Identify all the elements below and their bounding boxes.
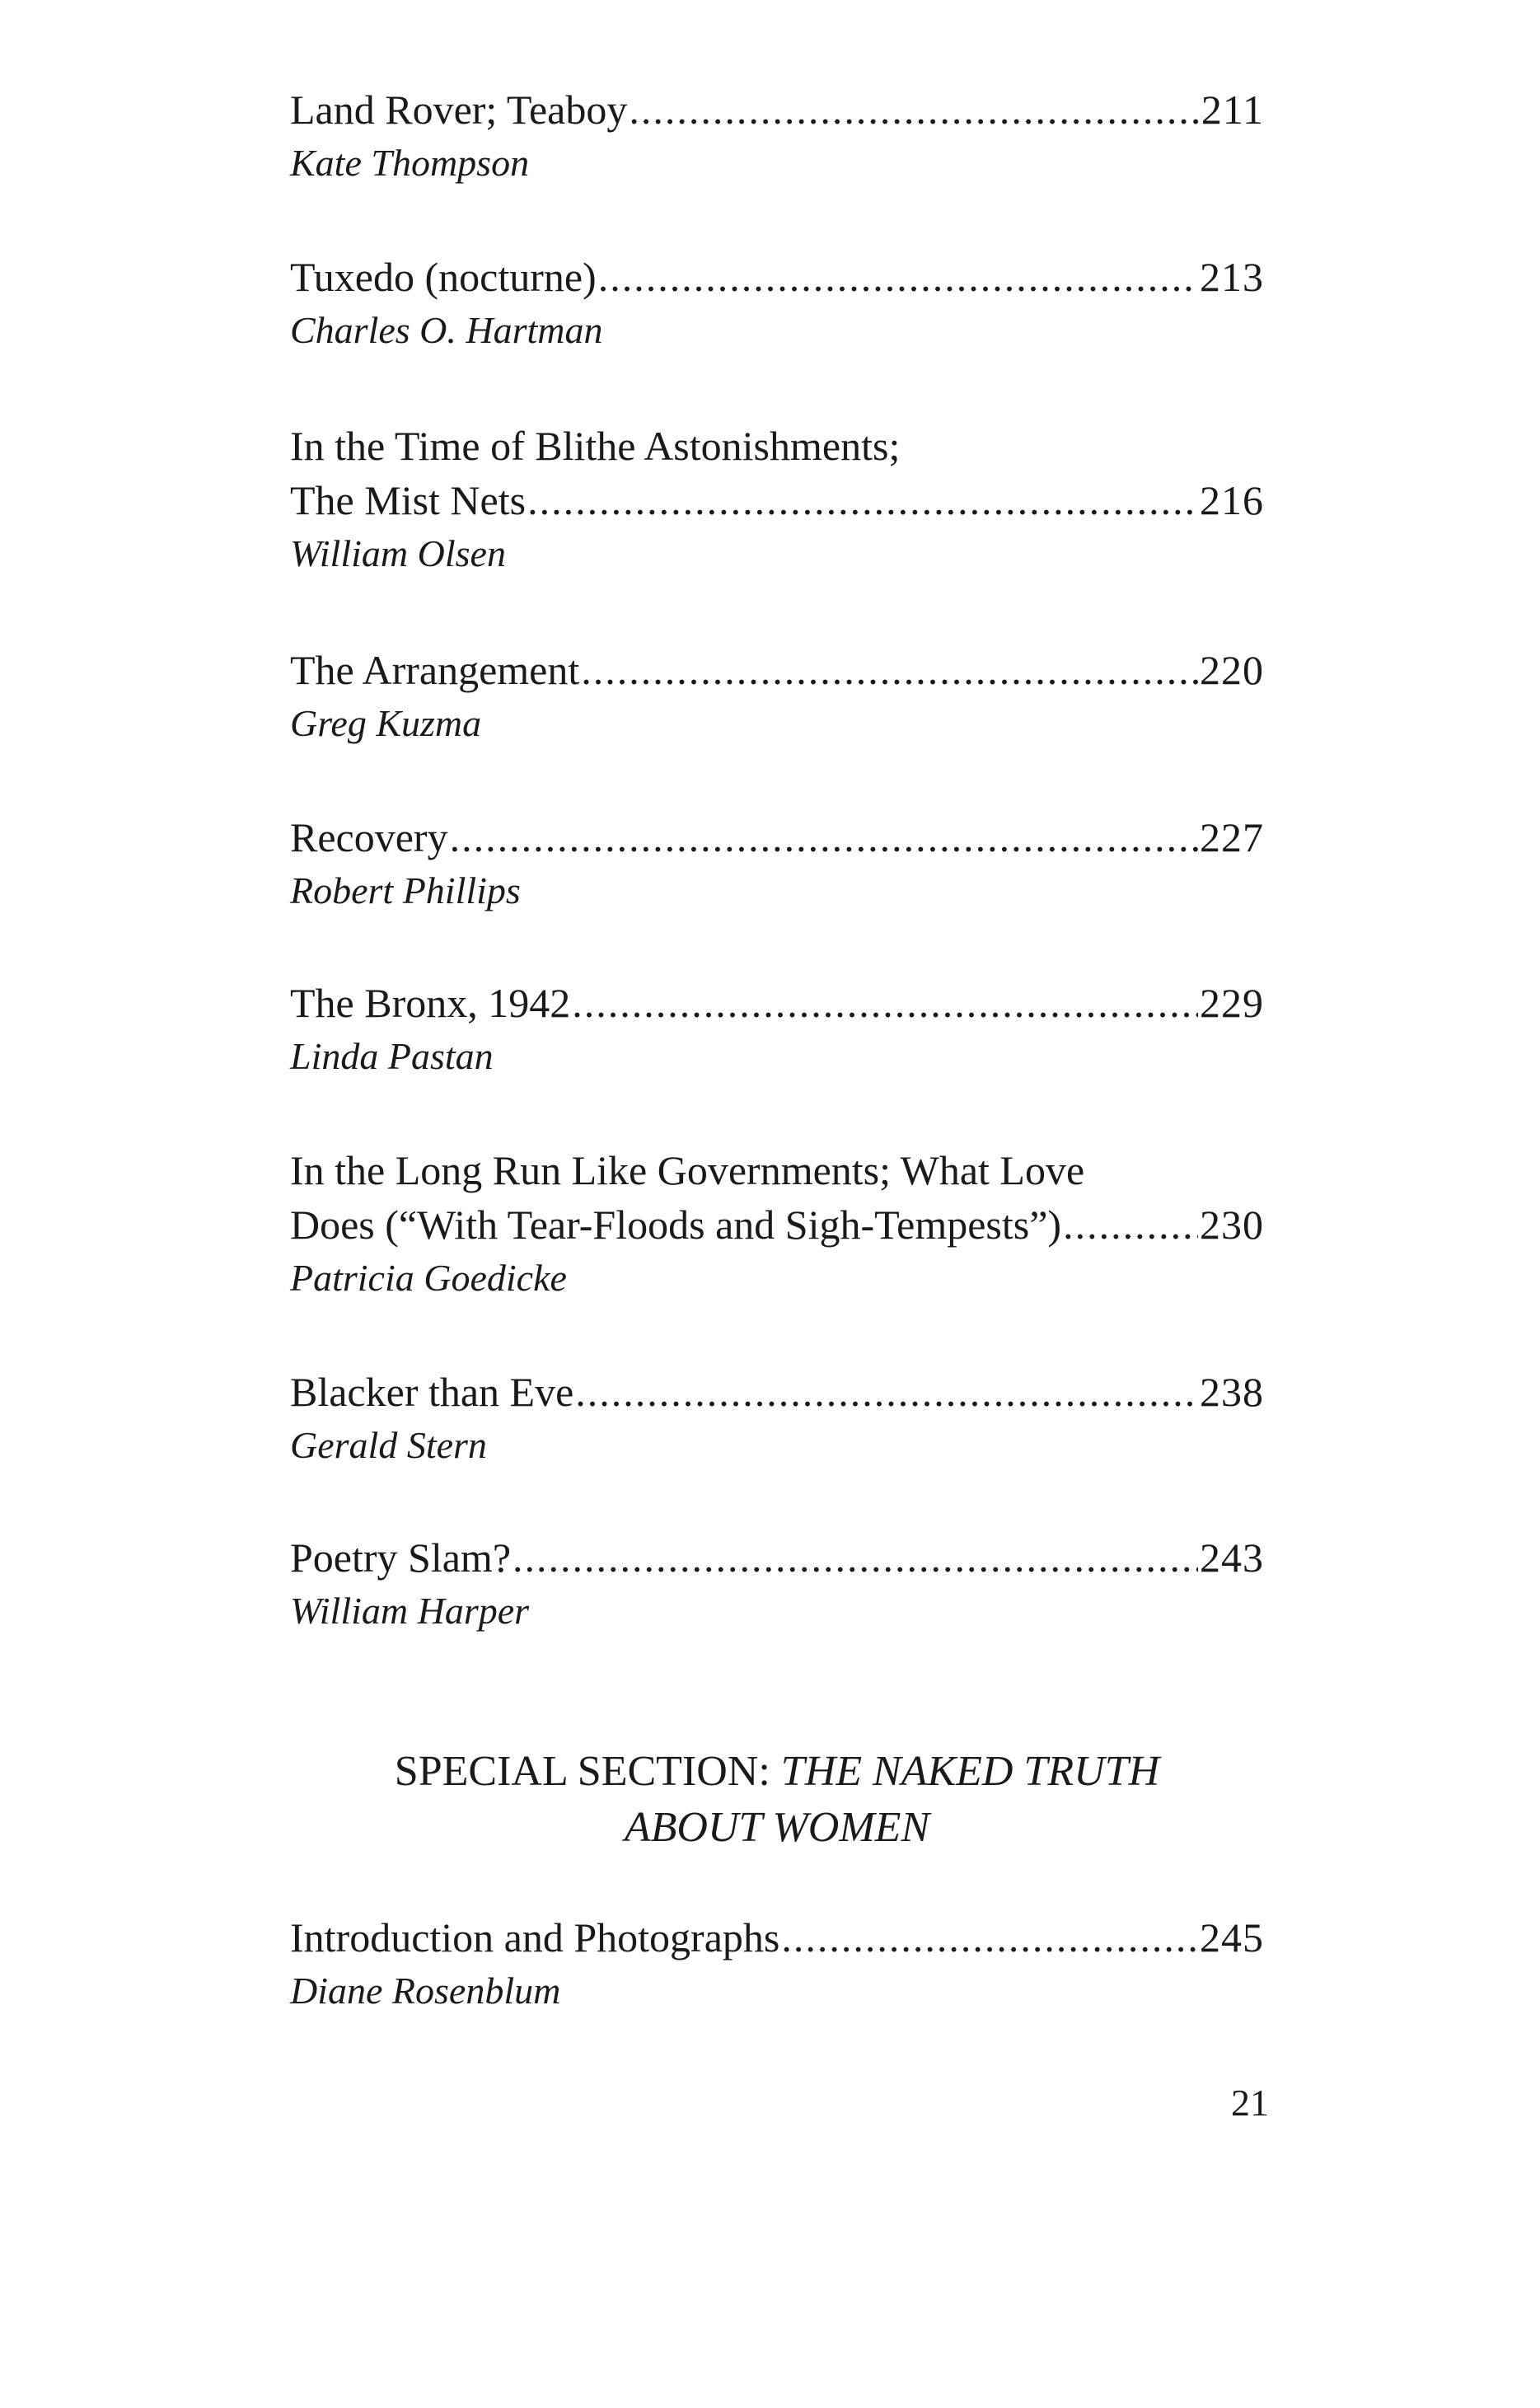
toc-page-number: 230 [1200,1202,1264,1248]
toc-entry [290,250,1264,357]
dot-leader [450,810,1198,864]
toc-page-number: 216 [1200,477,1264,523]
toc-title: Introduction and Photographs [290,1914,780,1961]
toc-author: Charles O. Hartman [290,309,603,351]
toc-title-row [290,82,1264,137]
dot-leader [513,1530,1198,1585]
toc-title-row [290,976,1264,1030]
toc-author: Diane Rosenblum [290,1970,561,2012]
dot-leader [581,643,1198,697]
toc-author: Robert Phillips [290,869,521,911]
toc-author: Gerald Stern [290,1424,487,1466]
toc-title: The Mist Nets [290,477,527,523]
toc-entry [290,82,1264,190]
toc-author: Patricia Goedicke [290,1257,567,1299]
toc-title: Recovery [290,814,448,860]
toc-title-row [290,810,1264,864]
page-number: 21 [1231,2082,1269,2124]
special-section-label: SPECIAL SECTION: [394,1748,781,1795]
toc-entry [290,810,1264,917]
toc-title: The Bronx, 1942 [290,980,571,1026]
dot-leader [527,473,1198,527]
toc-author: Greg Kuzma [290,702,482,744]
toc-page-number: 211 [1201,87,1264,133]
toc-entry [290,1910,1264,2017]
toc-entry [290,1530,1264,1637]
toc-entry [290,419,1264,580]
dot-leader [598,250,1198,304]
toc-author: William Olsen [290,532,506,574]
toc-title-line-1: In the Long Run Like Governments; What Love [290,1147,1085,1193]
special-section-title-part-2: ABOUT WOMEN [624,1804,930,1851]
dot-leader [629,82,1199,137]
dot-leader [1063,1197,1198,1252]
toc-page-number: 220 [1200,647,1264,693]
special-section-title-part-1: THE NAKED TRUTH [780,1748,1160,1795]
toc-title-row [290,643,1264,697]
dot-leader [575,1365,1198,1419]
toc-title-row [290,473,1264,527]
toc-entry [290,1143,1264,1305]
toc-page-number: 213 [1200,254,1264,300]
toc-page-number: 238 [1200,1369,1264,1415]
toc-title: Poetry Slam? [290,1534,512,1581]
toc-author: William Harper [290,1590,530,1632]
dot-leader [781,1910,1198,1965]
toc-title-row [290,250,1264,304]
toc-author: Linda Pastan [290,1035,494,1077]
toc-entry [290,1365,1264,1472]
toc-title-row [290,1910,1264,1965]
toc-entry [290,976,1264,1083]
toc-title: Does (“With Tear-Floods and Sigh-Tempests”) [290,1202,1062,1248]
toc-title-row [290,1197,1264,1252]
dot-leader [572,976,1198,1030]
toc-author: Kate Thompson [290,142,530,184]
toc-title: The Arrangement [290,647,580,693]
toc-title: Land Rover; Teaboy [290,87,628,133]
toc-page-number: 245 [1200,1914,1264,1961]
toc-title-line-1: In the Time of Blithe Astonishments; [290,423,901,469]
toc-title: Blacker than Eve [290,1369,574,1415]
special-section-heading [290,1744,1264,1856]
toc-entry [290,643,1264,750]
toc-title-row [290,1365,1264,1419]
toc-page-number: 229 [1200,980,1264,1026]
special-section-heading-line-1 [290,1744,1264,1800]
toc-title-row [290,1530,1264,1585]
toc-page-number: 227 [1200,814,1264,860]
toc-page-number: 243 [1200,1534,1264,1581]
toc-title: Tuxedo (nocturne) [290,254,597,300]
